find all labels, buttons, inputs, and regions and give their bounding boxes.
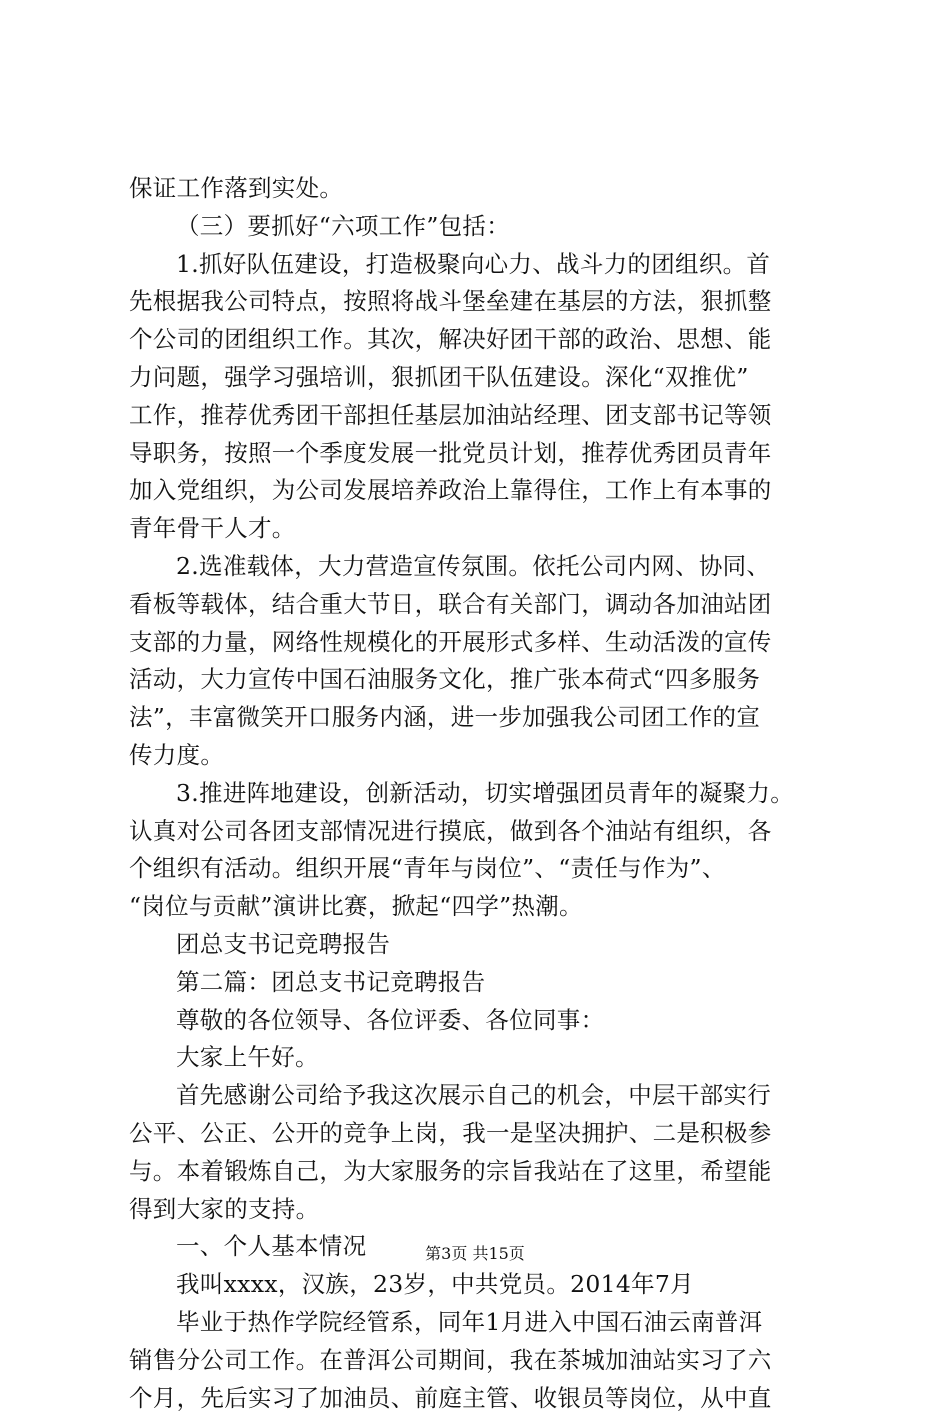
text-line: 工作，推荐优秀团干部担任基层加油站经理、团支部书记等领 — [129, 397, 839, 435]
text-line: 法”，丰富微笑开口服务内涵，进一步加强我公司团工作的宣 — [129, 699, 839, 737]
text-line: 传力度。 — [129, 737, 839, 775]
text-line: 个公司的团组织工作。其次，解决好团干部的政治、思想、能 — [129, 321, 839, 359]
section-heading: 一、个人基本情况 — [129, 1228, 839, 1266]
text-line: 与。本着锻炼自己，为大家服务的宗旨我站在了这里，希望能 — [129, 1153, 839, 1191]
salutation-line: 尊敬的各位领导、各位评委、各位同事： — [129, 1002, 839, 1040]
text-line: 看板等载体，结合重大节日，联合有关部门，调动各加油站团 — [129, 586, 839, 624]
text-line: 销售分公司工作。在普洱公司期间，我在茶城加油站实习了六 — [129, 1342, 839, 1380]
page-number: 第3页 共15页 — [425, 1244, 525, 1263]
text-line: 个组织有活动。组织开展“青年与岗位”、“责任与作为”、 — [129, 850, 839, 888]
text-line: 加入党组织，为公司发展培养政治上靠得住，工作上有本事的 — [129, 472, 839, 510]
paragraph-line: 2.选准载体，大力营造宣传氛围。依托公司内网、协同、 — [129, 548, 839, 586]
paragraph-line: 我叫xxxx，汉族，23岁，中共党员。2014年7月 — [129, 1266, 839, 1304]
paragraph-line: 毕业于热作学院经管系，同年1月进入中国石油云南普洱 — [129, 1304, 839, 1342]
text-line: 个月，先后实习了加油员、前庭主管、收银员等岗位，从中直 — [129, 1380, 839, 1417]
text-line: 保证工作落到实处。 — [129, 170, 839, 208]
text-line: 活动，大力宣传中国石油服务文化，推广张本荷式“四多服务 — [129, 661, 839, 699]
greeting-line: 大家上午好。 — [129, 1039, 839, 1077]
paragraph-line: 3.推进阵地建设，创新活动，切实增强团员青年的凝聚力。 — [129, 775, 839, 813]
text-line: 先根据我公司特点，按照将战斗堡垒建在基层的方法，狠抓整 — [129, 283, 839, 321]
text-line: 导职务，按照一个季度发展一批党员计划，推荐优秀团员青年 — [129, 435, 839, 473]
text-line: “岗位与贡献”演讲比赛，掀起“四学”热潮。 — [129, 888, 839, 926]
text-line: 认真对公司各团支部情况进行摸底，做到各个油站有组织，各 — [129, 813, 839, 851]
heading-line: 第二篇：团总支书记竞聘报告 — [129, 964, 839, 1002]
heading-line: 团总支书记竞聘报告 — [129, 926, 839, 964]
text-line: 力问题，强学习强培训，狠抓团干队伍建设。深化“双推优” — [129, 359, 839, 397]
page-footer — [0, 1244, 950, 1264]
paragraph-line: 1.抓好队伍建设，打造极聚向心力、战斗力的团组织。首 — [129, 246, 839, 284]
text-line: 支部的力量，网络性规模化的开展形式多样、生动活泼的宣传 — [129, 624, 839, 662]
text-line: 青年骨干人才。 — [129, 510, 839, 548]
section-heading: （三）要抓好“六项工作”包括： — [129, 208, 839, 246]
text-line: 得到大家的支持。 — [129, 1191, 839, 1229]
text-line: 公平、公正、公开的竞争上岗，我一是坚决拥护、二是积极参 — [129, 1115, 839, 1153]
document-body — [129, 170, 839, 1417]
paragraph-line: 首先感谢公司给予我这次展示自己的机会，中层干部实行 — [129, 1077, 839, 1115]
